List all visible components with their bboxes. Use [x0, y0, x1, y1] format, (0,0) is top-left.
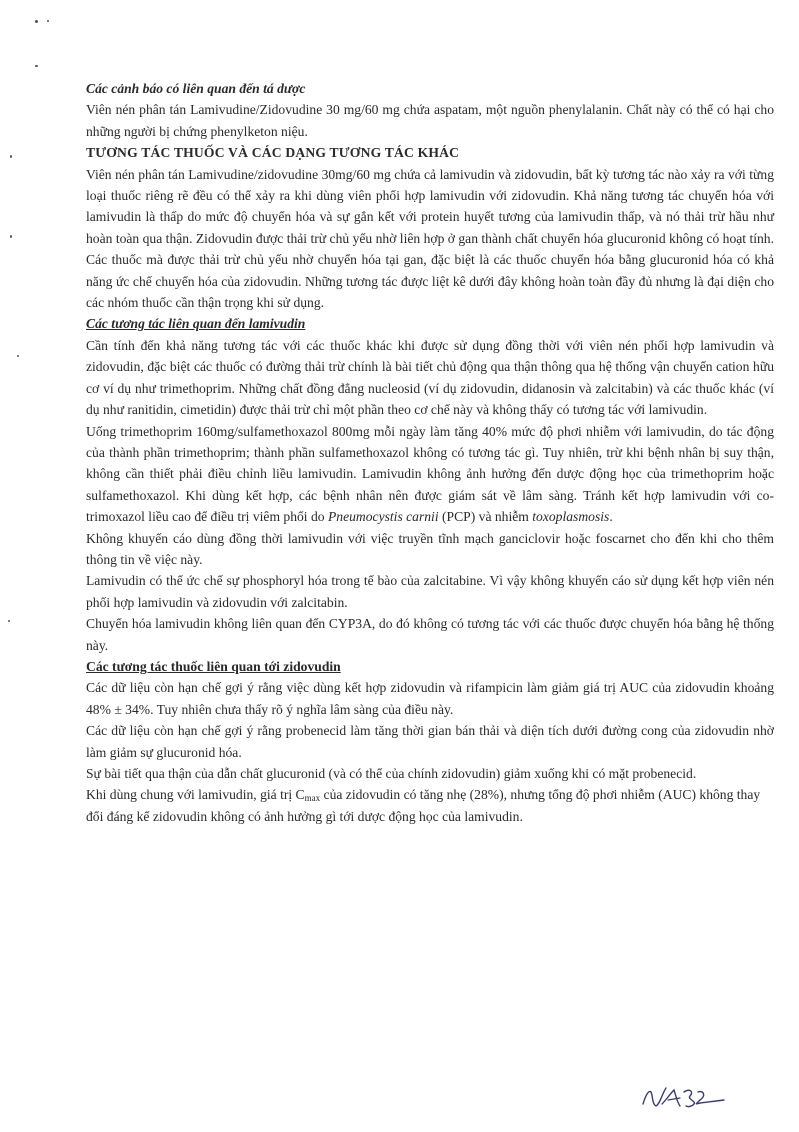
section-heading-excipients: Các cảnh báo có liên quan đến tá dược [86, 81, 306, 96]
zidovudin-paragraph-4 [86, 784, 774, 827]
scan-speck [10, 235, 12, 238]
zidovudin-paragraph-2: Các dữ liệu còn hạn chế gợi ý rằng probenecid làm tăng thời gian bán thải và diện tích dưới đường cong của zidovudin nhờ làm giảm sự glucuronid hóa. [86, 723, 774, 760]
text-run: Khi dùng chung với lamivudin, giá trị C [86, 787, 305, 803]
section-heading-interactions: TƯƠNG TÁC THUỐC VÀ CÁC DẠNG TƯƠNG TÁC KHÁC [86, 145, 460, 161]
section-heading-lamivudin: Các tương tác liên quan đến lamivudin [86, 316, 306, 332]
section-heading-zidovudin: Các tương tác thuốc liên quan tới zidovudin [86, 658, 341, 674]
text-run: (PCP) và nhiễm [438, 509, 533, 525]
zidovudin-paragraph-3: Sự bài tiết qua thận của dẫn chất glucuronid (và có thể của chính zidovudin) giảm xuống khi có mặt probenecid. [86, 766, 697, 781]
zidovudin-paragraph-1: Các dữ liệu còn hạn chế gợi ý rằng việc dùng kết hợp zidovudin và rifampicin làm giảm giá trị AUC của zidovudin khoảng 48% ± 34%. Tuy nhiên chưa thấy rõ ý nghĩa lâm sàng của điều này. [86, 680, 774, 717]
text-run: Uống trimethoprim 160mg/sulfamethoxazol 800mg mỗi ngày làm tăng 40% mức độ phơi nhiễm với lamivudin, do tác động của thành phần trimethoprim; thành phần sulfamethoxazol không có tương tác gì. Tuy nhiên, trừ khi bệnh nhân bị suy thận, không cần thiết phải điều chỉnh liều lamivudin. Lamivudin không ảnh hưởng đến dược động học của trimethoprim hoặc sulfamethoxazol. Khi dùng kết hợp, các bệnh nhân nên được giám sát về lâm sàng. Tránh kết hợp lamivudin với co-trimoxazol liều cao để điều trị viêm phổi do [86, 423, 774, 525]
lamivudin-paragraph-3: Không khuyến cáo dùng đồng thời lamivudin với việc truyền tĩnh mạch ganciclovir hoặc foscarnet cho đến khi cho thêm thông tin về việc này. [86, 530, 774, 567]
lamivudin-paragraph-2 [86, 421, 774, 528]
scan-speck [17, 355, 19, 357]
scan-speck [35, 65, 38, 67]
scan-speck [8, 620, 10, 622]
scan-speck [35, 20, 38, 23]
italic-term-pneumocystis: Pneumocystis carnii [327, 509, 439, 525]
italic-term-toxoplasmosis: toxoplasmosis [532, 509, 610, 525]
scan-speck [47, 20, 49, 22]
lamivudin-paragraph-4: Lamivudin có thể ức chế sự phosphoryl hóa trong tế bào của zalcitabine. Vì vậy không khuyến cáo sử dụng kết hợp viên nén phối hợp lamivudin và zidovudin với zalcitabin. [86, 573, 774, 610]
interactions-paragraph: Viên nén phân tán Lamivudine/zidovudine 30mg/60 mg chứa cả lamivudin và zidovudin, bất kỳ tương tác nào xảy ra với từng loại thuốc riêng rẽ đều có thể xảy ra khi dùng viên phối hợp lamivudin với zidovudin. Khả năng tương tác chuyển hóa với lamivudin là thấp do mức độ chuyển hóa và sự gắn kết với protein huyết tương của lamivudin thấp, và nó thải trừ hầu như hoàn toàn qua thận. Zidovudin được thải trừ chủ yếu nhờ liên hợp ở gan thành chất chuyển hóa glucuronid không có hoạt tính. Các thuốc mà được thải trừ chủ yếu nhờ chuyển hóa tại gan, đặc biệt là các thuốc chuyển hóa bằng glucuronid hóa có khả năng ức chế chuyển hóa của zidovudin. Những tương tác được liệt kê dưới đây không hoàn toàn đầy đủ nhưng là đại diện cho các nhóm thuốc cần thận trọng khi sử dụng. [86, 166, 774, 311]
document-body [86, 78, 774, 827]
text-run: của zidovudin có tăng nhẹ (28%), nhưng tổng độ phơi nhiễm (AUC) không thay đổi đáng kể zidovudin không có ảnh hưởng gì tới dược động học của lamivudin. [86, 787, 761, 824]
handwritten-signature [640, 1080, 730, 1120]
lamivudin-paragraph-1: Cần tính đến khả năng tương tác với các thuốc khác khi được sử dụng đồng thời với viên nén phối hợp lamivudin và zidovudin, đặc biệt các thuốc có đường thải trừ chính là bài tiết chủ động qua thận thông qua hệ thống vận chuyển cation hữu cơ ví dụ như trimethoprim. Những chất đồng đẳng nucleosid (ví dụ zidovudin, didanosin và zalcitabin) và các thuốc khác (ví dụ như ranitidin, cimetidin) được thải trừ chỉ một phần theo cơ chế này và không thấy có tương tác với lamivudin. [86, 337, 774, 418]
cmax-subscript: max [304, 793, 321, 804]
excipients-paragraph: Viên nén phân tán Lamivudine/Zidovudine 30 mg/60 mg chứa aspatam, một nguồn phenylalanin. Chất này có thể có hại cho những người bị chứng phenylketon niệu. [86, 102, 774, 139]
text-run: . [609, 509, 613, 525]
lamivudin-paragraph-5: Chuyển hóa lamivudin không liên quan đến CYP3A, do đó không có tương tác với các thuốc được chuyển hóa bằng hệ thống này. [86, 616, 774, 653]
scan-speck [10, 155, 12, 158]
